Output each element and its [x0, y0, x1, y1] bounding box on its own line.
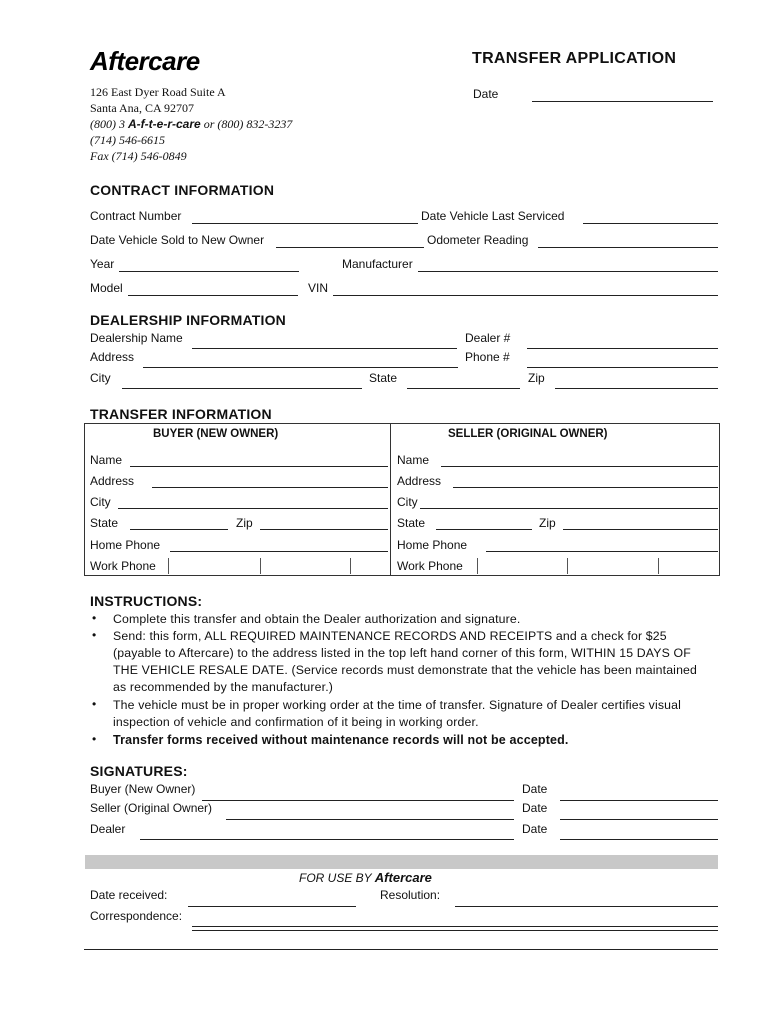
seller-name-input[interactable]: [441, 452, 718, 467]
seller-date-label: Date: [522, 801, 548, 815]
for-use-by: [299, 870, 432, 885]
odometer-input[interactable]: [538, 233, 718, 248]
correspondence-input[interactable]: [192, 912, 718, 927]
buyer-work-phone-tick: [168, 558, 169, 574]
seller-work-phone-label: Work Phone: [397, 559, 463, 573]
contract-number-input[interactable]: [192, 209, 418, 224]
buyer-work-phone-tick-3: [350, 558, 351, 574]
for-use-by-logo: Aftercare: [374, 870, 432, 885]
seller-address-label: Address: [397, 474, 442, 488]
resolution-input[interactable]: [455, 892, 718, 907]
signatures-heading: SIGNATURES:: [90, 763, 188, 779]
date-input[interactable]: [532, 87, 713, 102]
bullet-2: •: [92, 628, 97, 642]
instruction-2: Send: this form, ALL REQUIRED MAINTENANCE RECORDS AND RECEIPTS and a check for $25 (payable to Aftercare) to the address listed in the top left hand corner of this form, WITHIN 15 DAYS OF THE VEHICLE RESALE DATE. (Service records must demonstrate that the vehicle has been maintained as recommended by the manufacturer.): [113, 629, 698, 694]
last-serviced-label: Date Vehicle Last Serviced: [421, 209, 565, 223]
seller-signature-input[interactable]: [226, 805, 514, 820]
date-sold-label: Date Vehicle Sold to New Owner: [90, 233, 265, 247]
date-label: Date: [473, 87, 499, 101]
dealership-name-input[interactable]: [192, 334, 457, 349]
model-input[interactable]: [128, 281, 298, 296]
aftercare-logo: Aftercare: [90, 46, 200, 76]
buyer-home-phone-label: Home Phone: [90, 538, 161, 552]
dealership-name-label: Dealership Name: [90, 331, 183, 345]
seller-name-label: Name: [397, 453, 430, 467]
seller-header: SELLER (ORIGINAL OWNER): [448, 428, 608, 440]
seller-work-phone-tick: [477, 558, 478, 574]
contract-heading: CONTRACT INFORMATION: [90, 182, 275, 198]
seller-zip-label: Zip: [539, 516, 556, 530]
phone-vanity: A-f-t-e-r-care: [128, 117, 201, 131]
bullet-4: •: [92, 732, 97, 746]
phone-2: (714) 546-6615: [90, 133, 165, 147]
buyer-signature-input[interactable]: [202, 786, 514, 801]
correspondence-line-2: [192, 930, 718, 931]
buyer-work-phone-label: Work Phone: [90, 559, 156, 573]
address-line-1: 126 East Dyer Road Suite A: [90, 85, 226, 99]
vin-label: VIN: [308, 281, 329, 295]
seller-work-phone-tick-2: [567, 558, 568, 574]
instructions-heading: INSTRUCTIONS:: [90, 593, 203, 609]
dealer-number-input[interactable]: [527, 334, 718, 349]
seller-state-label: State: [397, 516, 426, 530]
dealership-state-input[interactable]: [407, 374, 520, 389]
dealer-date-label: Date: [522, 822, 548, 836]
form-title: TRANSFER APPLICATION: [472, 50, 677, 67]
fax: Fax (714) 546-0849: [90, 149, 187, 163]
buyer-state-input[interactable]: [130, 515, 228, 530]
office-use-bar: [85, 855, 718, 869]
seller-address-input[interactable]: [453, 473, 718, 488]
year-input[interactable]: [119, 257, 299, 272]
model-label: Model: [90, 281, 123, 295]
odometer-label: Odometer Reading: [427, 233, 529, 247]
buyer-name-label: Name: [90, 453, 123, 467]
buyer-date-input[interactable]: [560, 786, 718, 801]
last-serviced-input[interactable]: [583, 209, 718, 224]
manufacturer-label: Manufacturer: [342, 257, 413, 271]
for-use-by-label: FOR USE BY: [299, 871, 375, 885]
date-received-label: Date received:: [90, 888, 168, 902]
bullet-1: •: [92, 611, 97, 625]
buyer-city-input[interactable]: [118, 494, 388, 509]
phone-prefix: (800) 3: [90, 117, 128, 131]
transfer-heading: TRANSFER INFORMATION: [90, 406, 272, 422]
buyer-home-phone-input[interactable]: [170, 537, 388, 552]
dealership-zip-input[interactable]: [555, 374, 718, 389]
dealer-number-label: Dealer #: [465, 331, 511, 345]
buyer-state-label: State: [90, 516, 119, 530]
instruction-4: Transfer forms received without maintenance records will not be accepted.: [113, 733, 569, 747]
buyer-header: BUYER (NEW OWNER): [153, 428, 279, 440]
buyer-address-input[interactable]: [152, 473, 388, 488]
seller-work-phone-tick-3: [658, 558, 659, 574]
seller-zip-input[interactable]: [563, 515, 718, 530]
dealership-zip-label: Zip: [528, 371, 545, 385]
company-address: [90, 84, 292, 164]
seller-signature-label: Seller (Original Owner): [90, 801, 213, 815]
phone-alt: or (800) 832-3237: [200, 117, 293, 131]
seller-home-phone-label: Home Phone: [397, 538, 468, 552]
dealership-city-input[interactable]: [122, 374, 362, 389]
seller-home-phone-input[interactable]: [486, 537, 718, 552]
dealership-heading: DEALERSHIP INFORMATION: [90, 312, 286, 328]
seller-state-input[interactable]: [436, 515, 532, 530]
dealership-phone-label: Phone #: [465, 350, 510, 364]
buyer-name-input[interactable]: [130, 452, 388, 467]
seller-date-input[interactable]: [560, 805, 718, 820]
dealership-address-label: Address: [90, 350, 135, 364]
address-line-2: Santa Ana, CA 92707: [90, 101, 194, 115]
year-label: Year: [90, 257, 115, 271]
dealership-state-label: State: [369, 371, 398, 385]
dealer-signature-input[interactable]: [140, 825, 514, 840]
dealer-date-input[interactable]: [560, 825, 718, 840]
correspondence-label: Correspondence:: [90, 909, 183, 923]
bullet-3: •: [92, 697, 97, 711]
date-sold-input[interactable]: [276, 233, 424, 248]
contract-number-label: Contract Number: [90, 209, 182, 223]
phone-line: [90, 116, 292, 132]
buyer-work-phone-tick-2: [260, 558, 261, 574]
seller-city-label: City: [397, 495, 418, 509]
date-received-input[interactable]: [188, 892, 356, 907]
dealer-signature-label: Dealer: [90, 822, 126, 836]
seller-city-input[interactable]: [420, 494, 718, 509]
manufacturer-input[interactable]: [418, 257, 718, 272]
instruction-3: The vehicle must be in proper working order at the time of transfer. Signature of Dealer certifies visual inspection of vehicle and confirmation of it being in working order.: [113, 698, 682, 729]
instruction-1: Complete this transfer and obtain the Dealer authorization and signature.: [113, 612, 521, 626]
resolution-label: Resolution:: [380, 888, 441, 902]
dealership-city-label: City: [90, 371, 111, 385]
bottom-rule: [84, 949, 718, 950]
buyer-city-label: City: [90, 495, 111, 509]
buyer-signature-label: Buyer (New Owner): [90, 782, 196, 796]
dealership-phone-input[interactable]: [527, 353, 718, 368]
buyer-date-label: Date: [522, 782, 548, 796]
vin-input[interactable]: [333, 281, 718, 296]
buyer-address-label: Address: [90, 474, 135, 488]
buyer-zip-label: Zip: [236, 516, 253, 530]
transfer-divider: [390, 424, 391, 576]
dealership-address-input[interactable]: [143, 353, 458, 368]
buyer-zip-input[interactable]: [260, 515, 388, 530]
